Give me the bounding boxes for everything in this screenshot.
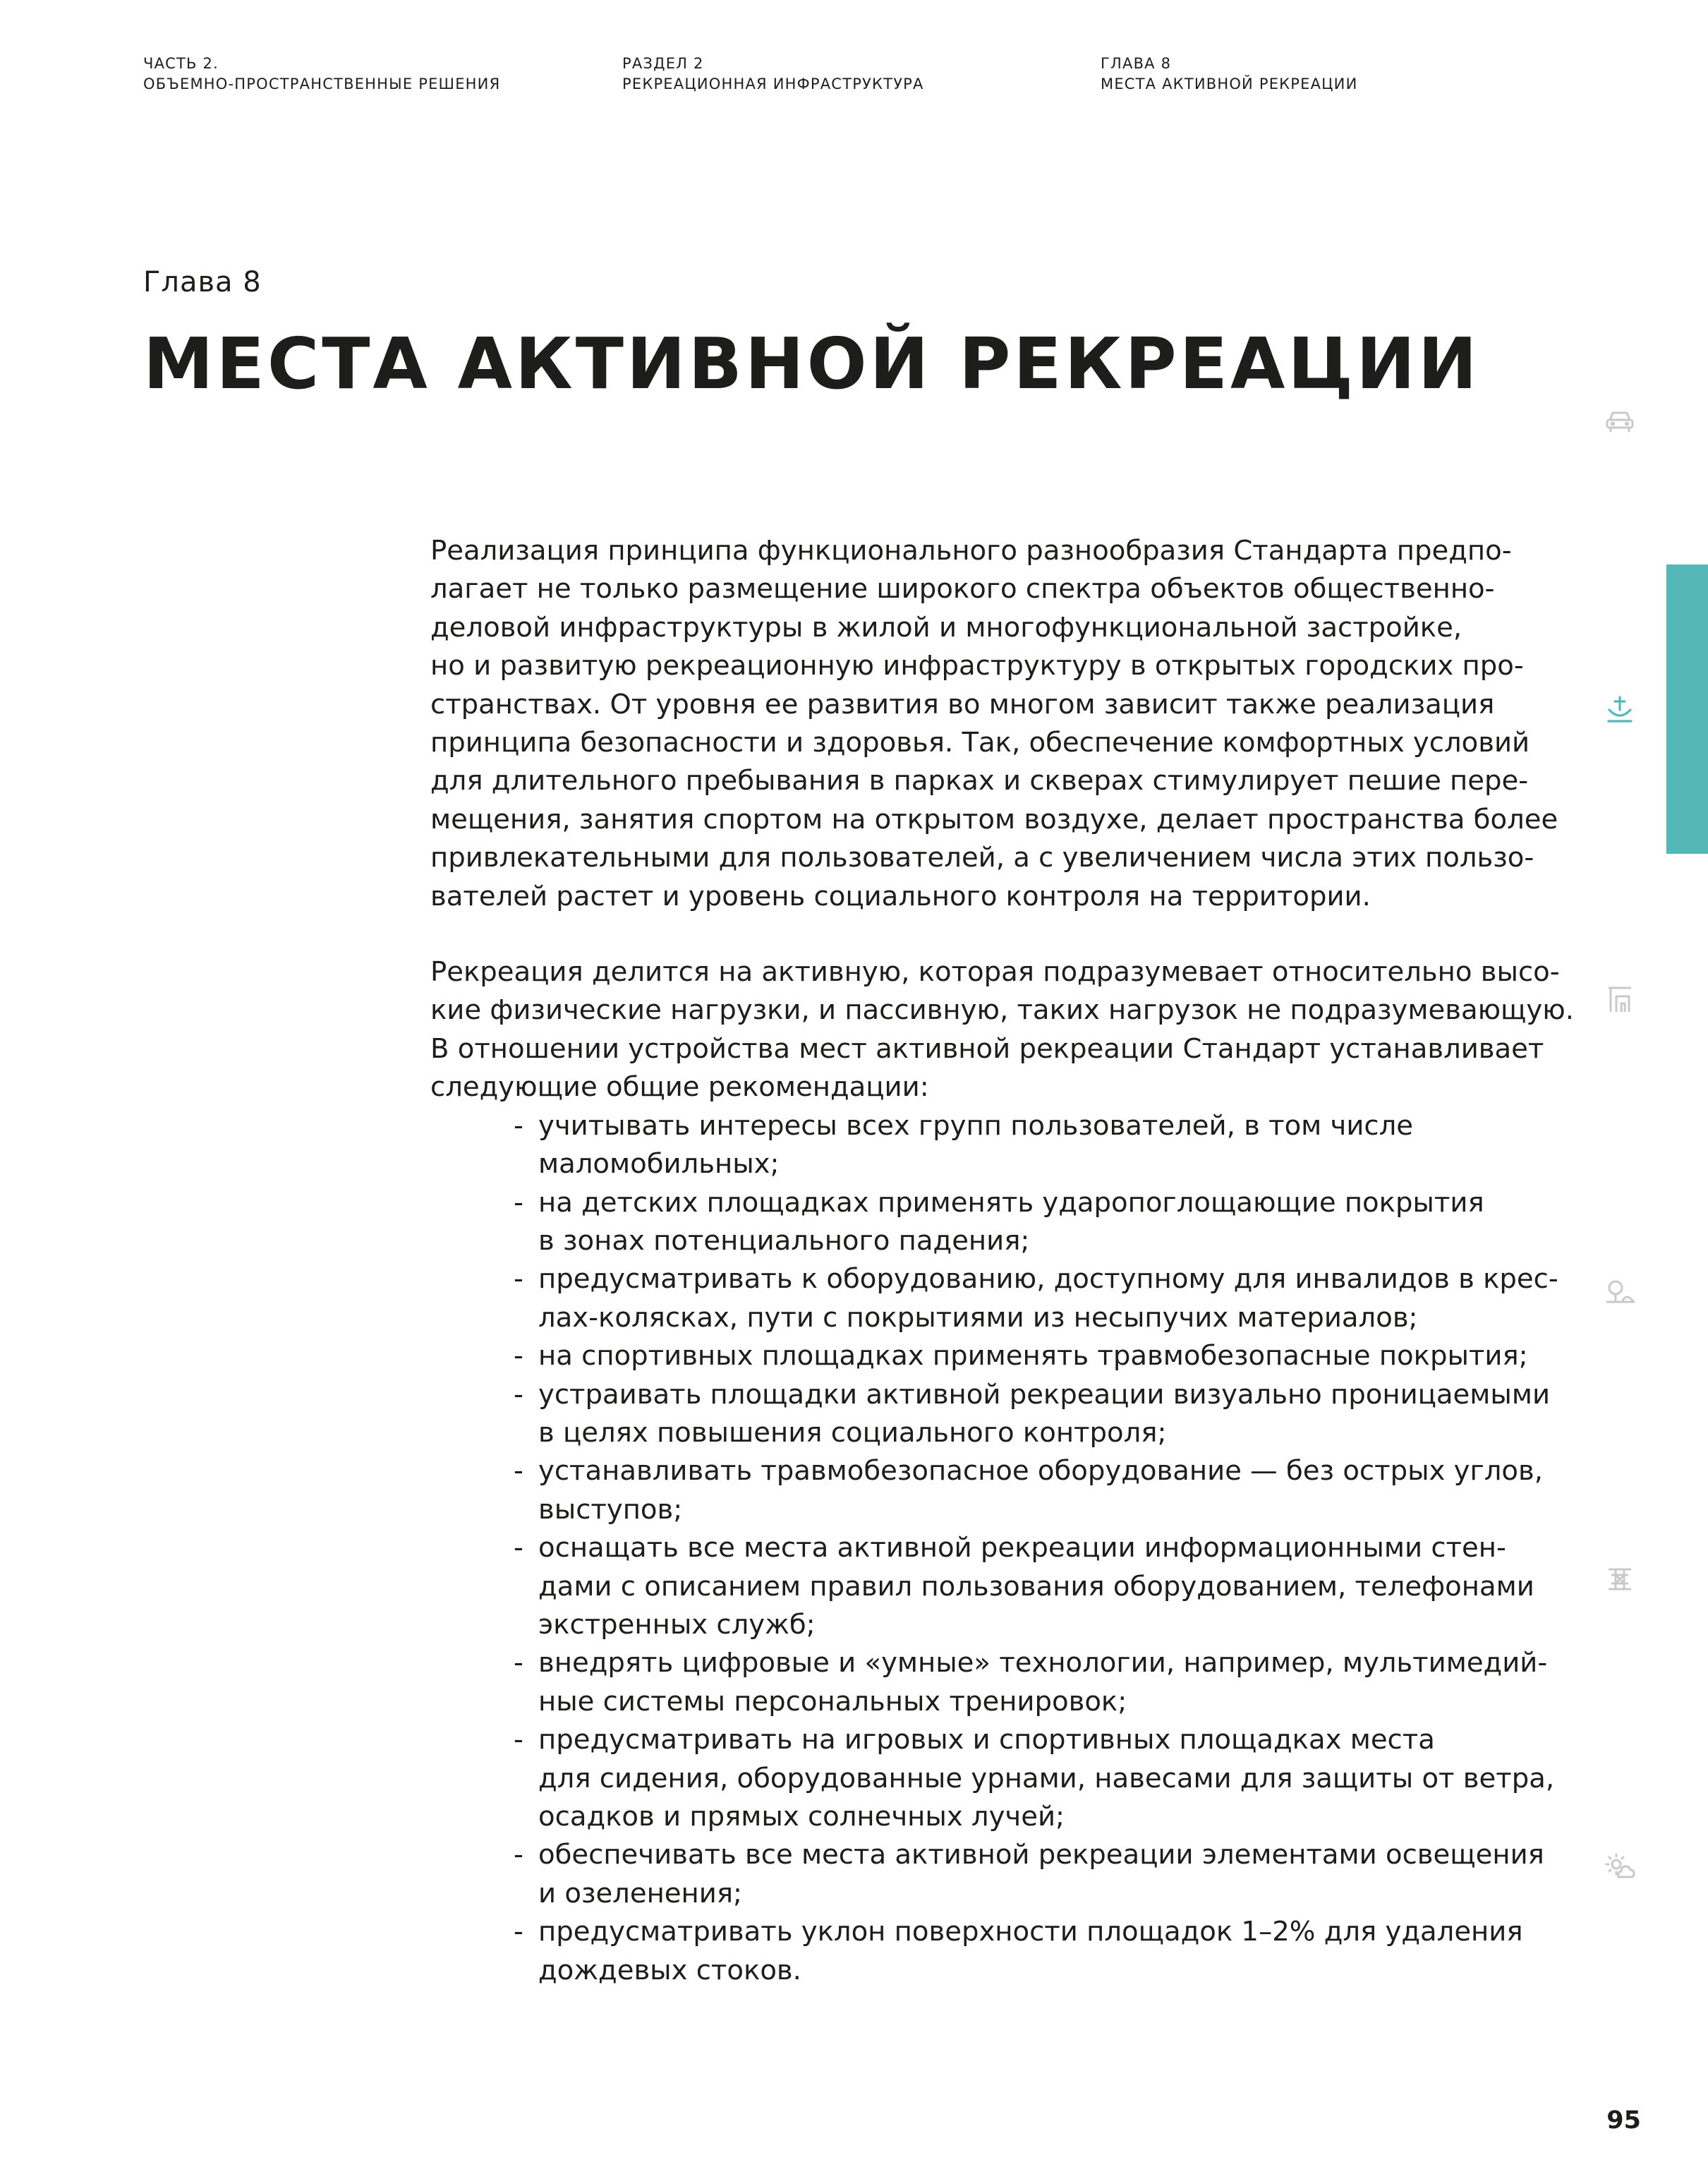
list-item-line: устраивать площадки активной рекреации визуально проницаемыми: [538, 1378, 1551, 1411]
list-item-line: и озеленения;: [538, 1877, 743, 1909]
list-item-line: обеспечивать все места активной рекреации элементами освещения: [538, 1839, 1544, 1871]
list-item-line: на спортивных площадках применять травмобезопасные покрытия;: [538, 1340, 1528, 1372]
header-part-title: ОБЪЕМНО-ПРОСТРАНСТВЕННЫЕ РЕШЕНИЯ: [143, 76, 501, 92]
paragraph-line: Рекреация делится на активную, которая подразумевает относительно высо-: [430, 956, 1560, 989]
paragraph-line: лагает не только размещение широкого спектра объектов общественно-: [430, 573, 1495, 605]
list-item: [430, 1644, 1548, 1721]
list-item-line: дождевых стоков.: [538, 1954, 801, 1986]
list-bullet: -: [514, 1378, 523, 1411]
recreation-icon[interactable]: [1603, 693, 1637, 727]
list-item-line: лах-колясках, пути с покрытиями из несыпучих материалов;: [538, 1301, 1418, 1334]
list-item-line: на детских площадках применять ударопоглощающие покрытия: [538, 1186, 1484, 1219]
list-item-line: в целях повышения социального контроля;: [538, 1416, 1167, 1449]
paragraph-line: принципа безопасности и здоровья. Так, обеспечение комфортных условий: [430, 727, 1530, 759]
list-item-line: предусматривать уклон поверхности площадок 1–2% для удаления: [538, 1916, 1523, 1948]
list-item: [430, 1260, 1558, 1337]
chapter-label: Глава 8: [143, 266, 262, 298]
list-item: [430, 1721, 1555, 1836]
header-section: [622, 54, 924, 95]
list-item-line: осадков и прямых солнечных лучей;: [538, 1801, 1065, 1833]
paragraph-line: вателей растет и уровень социального контроля на территории.: [430, 880, 1371, 912]
climate-icon[interactable]: [1603, 1850, 1637, 1884]
list-item-line: маломобильных;: [538, 1148, 780, 1181]
list-item-line: оснащать все места активной рекреации информационными стен-: [538, 1532, 1506, 1564]
building-icon[interactable]: [1603, 982, 1637, 1016]
running-header: [0, 54, 1708, 103]
list-item-line: в зонах потенциального падения;: [538, 1224, 1030, 1257]
list-item: [430, 1376, 1551, 1453]
list-item: [430, 1452, 1545, 1529]
paragraph-line: Реализация принципа функционального разнообразия Стандарта предпо-: [430, 535, 1512, 567]
list-item: [430, 1913, 1545, 1990]
header-section-title: РЕКРЕАЦИОННАЯ ИНФРАСТРУКТУРА: [622, 76, 924, 92]
list-item-line: внедрять цифровые и «умные» технологии, например, мультимедий-: [538, 1647, 1548, 1679]
list-item-line: предусматривать на игровых и спортивных площадках места: [538, 1724, 1435, 1756]
list-bullet: -: [514, 1340, 523, 1372]
list-bullet: -: [514, 1839, 523, 1871]
header-chapter: [1101, 54, 1358, 95]
header-chapter-number: ГЛАВА 8: [1101, 55, 1172, 72]
landscape-icon[interactable]: [1603, 1274, 1637, 1308]
list-item-line: выступов;: [538, 1493, 683, 1526]
list-bullet: -: [514, 1263, 523, 1296]
list-item-line: предусматривать к оборудованию, доступному для инвалидов в крес-: [538, 1263, 1558, 1296]
list-item-line: учитывать интересы всех групп пользователей, в том числе: [538, 1109, 1414, 1142]
side-nav-active-tab[interactable]: [1666, 565, 1708, 854]
recommendations-intro-paragraph: [430, 953, 1574, 1107]
recommendations-list: [430, 1107, 1558, 1990]
list-bullet: -: [514, 1647, 523, 1679]
body-text: [430, 532, 1574, 1990]
chapter-title: МЕСТА АКТИВНОЙ РЕКРЕАЦИИ: [143, 322, 1480, 405]
intro-paragraph: [430, 532, 1558, 916]
header-section-number: РАЗДЕЛ 2: [622, 55, 704, 72]
list-bullet: -: [514, 1186, 523, 1219]
list-item: [430, 1184, 1545, 1261]
paragraph-line: но и развитую рекреационную инфраструктуру в открытых городских про-: [430, 650, 1524, 682]
list-bullet: -: [514, 1916, 523, 1948]
list-item-line: для сидения, оборудованные урнами, навесами для защиты от ветра,: [538, 1762, 1555, 1794]
page-number: 95: [1606, 2106, 1641, 2135]
paragraph-line: следующие общие рекомендации:: [430, 1071, 929, 1104]
infrastructure-icon[interactable]: [1603, 1562, 1637, 1596]
paragraph-line: кие физические нагрузки, и пассивную, таких нагрузок не подразумевающую.: [430, 994, 1574, 1027]
list-bullet: -: [514, 1109, 523, 1142]
list-item: [430, 1337, 1545, 1375]
car-icon[interactable]: [1603, 403, 1637, 437]
list-item: [430, 1836, 1545, 1913]
list-item: [430, 1107, 1545, 1184]
list-item-line: ные системы персональных тренировок;: [538, 1685, 1127, 1718]
paragraph-line: привлекательными для пользователей, а с увеличением числа этих пользо-: [430, 842, 1534, 874]
header-chapter-title: МЕСТА АКТИВНОЙ РЕКРЕАЦИИ: [1101, 76, 1358, 92]
paragraph-line: странствах. От уровня ее развития во многом зависит также реализация: [430, 688, 1495, 720]
paragraph-line: для длительного пребывания в парках и скверах стимулирует пешие пере-: [430, 765, 1529, 797]
list-item-line: устанавливать травмобезопасное оборудование — без острых углов,: [538, 1455, 1544, 1487]
paragraph-line: В отношении устройства мест активной рекреации Стандарт устанавливает: [430, 1032, 1544, 1065]
header-part-number: ЧАСТЬ 2.: [143, 55, 219, 72]
list-item: [430, 1529, 1545, 1644]
list-bullet: -: [514, 1455, 523, 1487]
paragraph-line: деловой инфраструктуры в жилой и многофункциональной застройке,: [430, 611, 1462, 644]
paragraph-line: мещения, занятия спортом на открытом воздухе, делает пространства более: [430, 803, 1558, 835]
list-bullet: -: [514, 1532, 523, 1564]
header-part: [143, 54, 500, 95]
list-item-line: экстренных служб;: [538, 1608, 816, 1641]
list-item-line: дами с описанием правил пользования оборудованием, телефонами: [538, 1570, 1534, 1602]
list-bullet: -: [514, 1724, 523, 1756]
